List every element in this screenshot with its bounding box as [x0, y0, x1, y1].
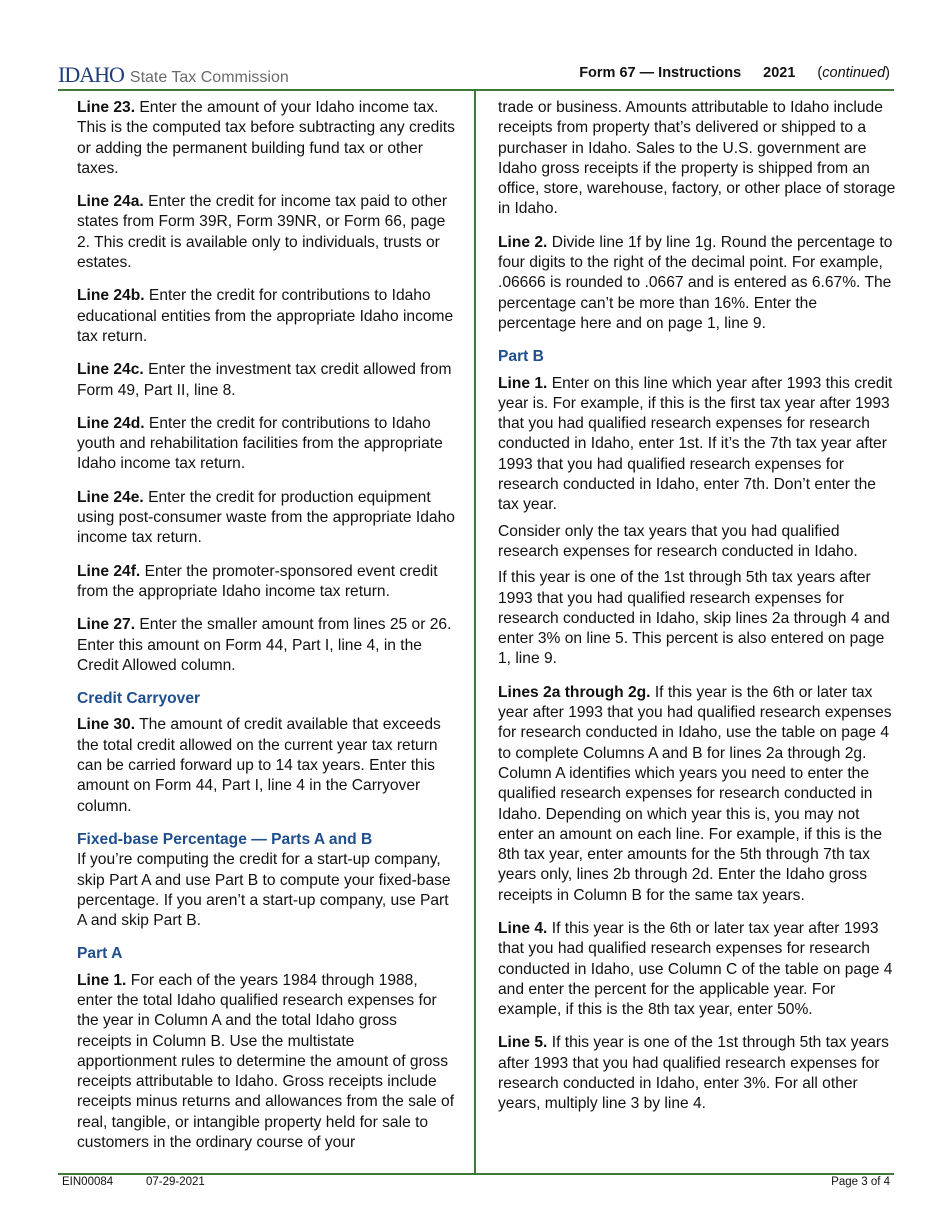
- part-b-line-4: Line 4. If this year is the 6th or later tax year after 1993 that you had qualified research expenses for research conducted in Idaho, use Column C of the table on page 4 and enter the percent for the applicable year. For example, if this is the 8th tax year, enter 50%.: [498, 919, 893, 1019]
- form-title-block: [579, 65, 890, 81]
- line-24a-instruction: Line 24a. Enter the credit for income tax paid to other states from Form 39R, Form 39NR, or Form 66, page 2. This credit is available only to individuals, trusts or estates.: [77, 193, 448, 272]
- column-divider: [474, 90, 476, 1174]
- right-column: [498, 98, 896, 1128]
- footer-date: 07-29-2021: [146, 1176, 205, 1188]
- part-a-line-1-continued: trade or business. Amounts attributable to Idaho include receipts from property that’s delivered or shipped to a purchaser in Idaho. Sales to the U.S. government are Idaho gross receipts if the property is shipped from an office, store, warehouse, factory, or other place of storage in Idaho.: [498, 99, 896, 218]
- form-year: 2021: [763, 65, 796, 81]
- part-a-line-2: Line 2. Divide line 1f by line 1g. Round the percentage to four digits to the right of the decimal point. For example, .06666 is rounded to .0667 and is entered as 6.67%. The percentage can’t be more than 16%. Enter the percentage here and on page 1, line 9.: [498, 233, 893, 332]
- line-24e-instruction: Line 24e. Enter the credit for production equipment using post-consumer waste from the appropriate Idaho income tax return.: [77, 488, 455, 547]
- part-b-line-1: Line 1. Enter on this line which year after 1993 this credit year is. For example, if this is the first tax year after 1993 that you had qualified research expenses for research conducted in Idaho, enter 1st. If it’s the 7th tax year after 1993 that you had qualified research expenses for research conducted in Idaho, enter 7th. Don’t enter the tax year.: [498, 374, 893, 514]
- footer-page-number: Page 3 of 4: [831, 1176, 890, 1188]
- line-30-instruction: Line 30. The amount of credit available that exceeds the total credit allowed on the current year tax return can be carried forward up to 14 tax years. Enter this amount on Form 44, Part I, line 4 in the Carryover column.: [77, 716, 441, 815]
- line-27-instruction: Line 27. Enter the smaller amount from lines 25 or 26. Enter this amount on Form 44, Part I, line 4, in the Credit Allowed column.: [77, 616, 452, 674]
- continued-label: (continued): [817, 65, 890, 81]
- part-b-lines-2a-2g: Lines 2a through 2g. If this year is the 6th or later tax year after 1993 that you had qualified research expenses for research conducted in Idaho, use the table on page 4 to complete Columns A and B for lines 2a through 2g. Column A identifies which years you need to enter the qualified research expenses for research conducted in Idaho. Depending on which year this is, you may not enter an amount on each line. For example, if this is the 8th tax year, enter amounts for the 5th through 7th tax years only, lines 2b through 2d. Enter the Idaho gross receipts in Column B for the same tax years.: [498, 683, 892, 904]
- credit-carryover-heading: Credit Carryover: [77, 690, 201, 708]
- footer-rule: [58, 1173, 894, 1175]
- fixed-base-heading: Fixed-base Percentage — Parts A and B: [77, 830, 373, 848]
- part-b-heading: Part B: [498, 348, 544, 366]
- part-b-first-five: If this year is one of the 1st through 5th tax years after 1993 that you had qualified research expenses for research conducted in Idaho, skip lines 2a through 4 and enter 3% on line 5. This percent is also entered on page 1, line 9.: [498, 569, 890, 668]
- line-23-instruction: Line 23. Enter the amount of your Idaho income tax. This is the computed tax before subtracting any credits or adding the permanent building fund tax or other taxes.: [77, 99, 455, 177]
- part-a-line-1: Line 1. For each of the years 1984 through 1988, enter the total Idaho qualified research expenses for the year in Column A and the total Idaho gross receipts in Column B. Use the multistate apportionment rules to determine the amount of gross receipts attributable to Idaho. Gross receipts include receipts minus returns and allowances from the sale of real, tangible, or intangible property held for sale to customers in the ordinary course of your: [77, 971, 455, 1152]
- header-rule: [58, 89, 894, 91]
- line-24b-instruction: Line 24b. Enter the credit for contributions to Idaho educational entities from the appropriate Idaho income tax return.: [77, 287, 454, 345]
- left-column: [77, 98, 455, 1166]
- line-24c-instruction: Line 24c. Enter the investment tax credit allowed from Form 49, Part II, line 8.: [77, 361, 452, 399]
- part-a-heading: Part A: [77, 945, 123, 963]
- form-title: Form 67 — Instructions: [579, 65, 742, 81]
- agency-name: State Tax Commission: [129, 69, 289, 86]
- idaho-logo-mark: IDAHO: [58, 62, 124, 87]
- part-b-line-5: Line 5. If this year is one of the 1st through 5th tax years after 1993 that you had qualified research expenses for research conducted in Idaho, enter 3%. For all other years, multiply line 3 by line 4.: [498, 1034, 889, 1113]
- line-24f-instruction: Line 24f. Enter the promoter-sponsored event credit from the appropriate Idaho income tax return.: [77, 562, 438, 600]
- page-header: [58, 62, 894, 88]
- line-24d-instruction: Line 24d. Enter the credit for contributions to Idaho youth and rehabilitation facilities from the appropriate Idaho income tax return.: [77, 414, 443, 473]
- part-b-consider: Consider only the tax years that you had qualified research expenses for research conducted in Idaho.: [498, 522, 858, 560]
- idaho-logo: [58, 62, 289, 88]
- fixed-base-text: If you’re computing the credit for a start-up company, skip Part A and use Part B to compute your fixed-base percentage. If you aren’t a start-up company, use Part A and skip Part B.: [77, 851, 451, 930]
- footer-form-id: EIN00084: [62, 1176, 114, 1188]
